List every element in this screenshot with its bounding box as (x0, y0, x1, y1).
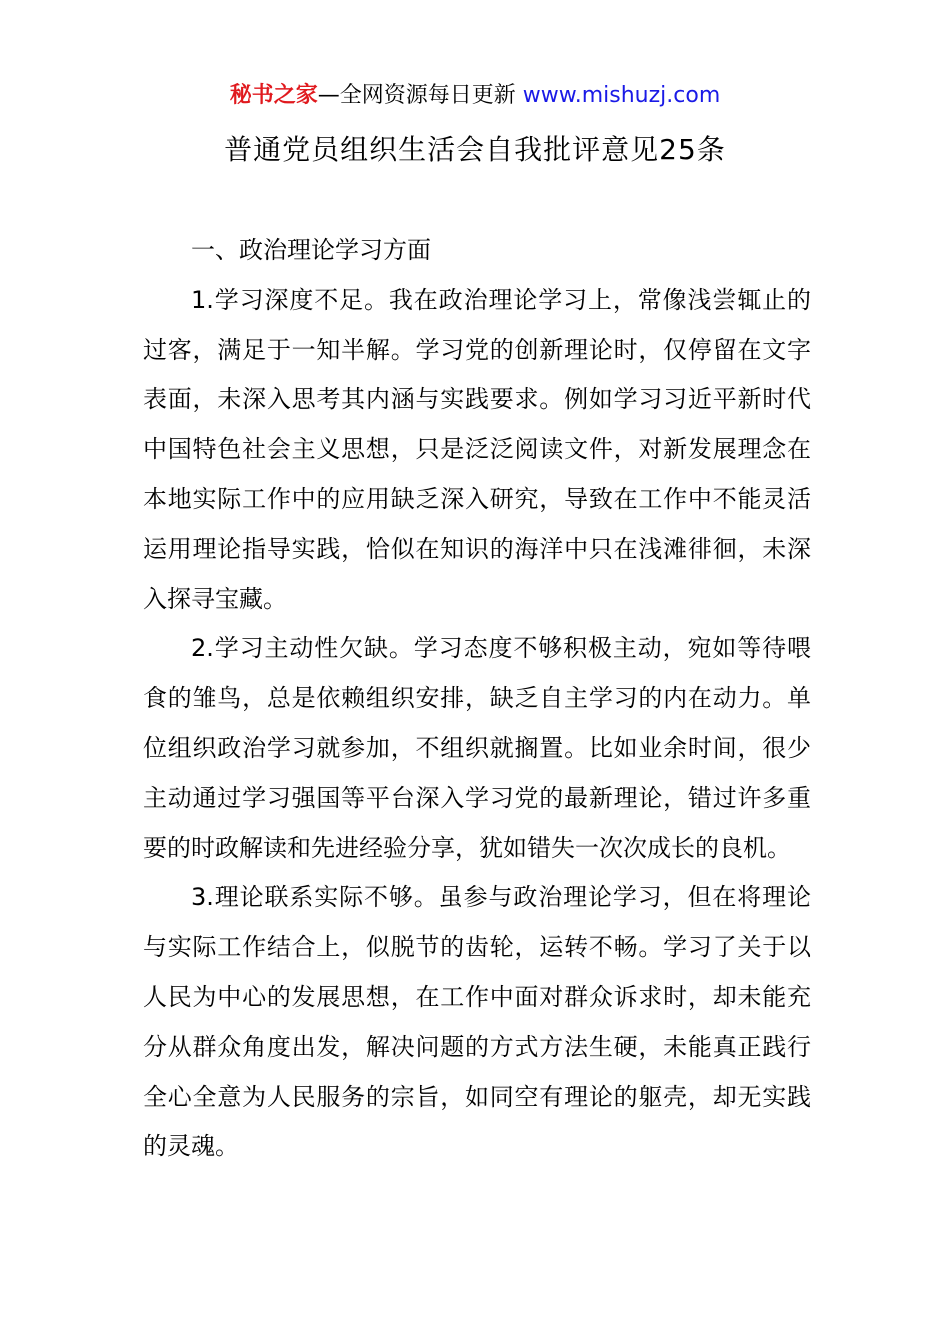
document-body (143, 226, 811, 1172)
section-heading: 一、政治理论学习方面 (191, 236, 431, 264)
brand-name: 秘书之家 (229, 83, 318, 108)
paragraph-1: 1.学习深度不足。我在政治理论学习上，常像浅尝辄止的过客，满足于一知半解。学习党的创新理论时，仅停留在文字表面，未深入思考其内涵与实践要求。例如学习习近平新时代中国特色社会主义思想，只是泛泛阅读文件，对新发展理念在本地实际工作中的应用缺乏深入研究，导致在工作中不能灵活运用理论指导实践，恰似在知识的海洋中只在浅滩徘徊，未深入探寻宝藏。 (143, 285, 811, 613)
paragraph-3: 3.理论联系实际不够。虽参与政治理论学习，但在将理论与实际工作结合上，似脱节的齿轮，运转不畅。学习了关于以人民为中心的发展思想，在工作中面对群众诉求时，却未能充分从群众角度出发，解决问题的方式方法生硬，未能真正践行全心全意为人民服务的宗旨，如同空有理论的躯壳，却无实践的灵魂。 (143, 883, 811, 1161)
paragraph-2: 2.学习主动性欠缺。学习态度不够积极主动，宛如等待喂食的雏鸟，总是依赖组织安排，缺乏自主学习的内在动力。单位组织政治学习就参加，不组织就搁置。比如业余时间，很少主动通过学习强国等平台深入学习党的最新理论，错过许多重要的时政解读和先进经验分享，犹如错失一次次成长的良机。 (143, 634, 811, 862)
header-tagline: —全网资源每日更新 (317, 83, 523, 108)
document-title: 普通党员组织生活会自我批评意见25条 (224, 133, 726, 166)
site-url-link[interactable]: www.mishuzj.com (522, 83, 721, 108)
site-header (0, 80, 950, 112)
